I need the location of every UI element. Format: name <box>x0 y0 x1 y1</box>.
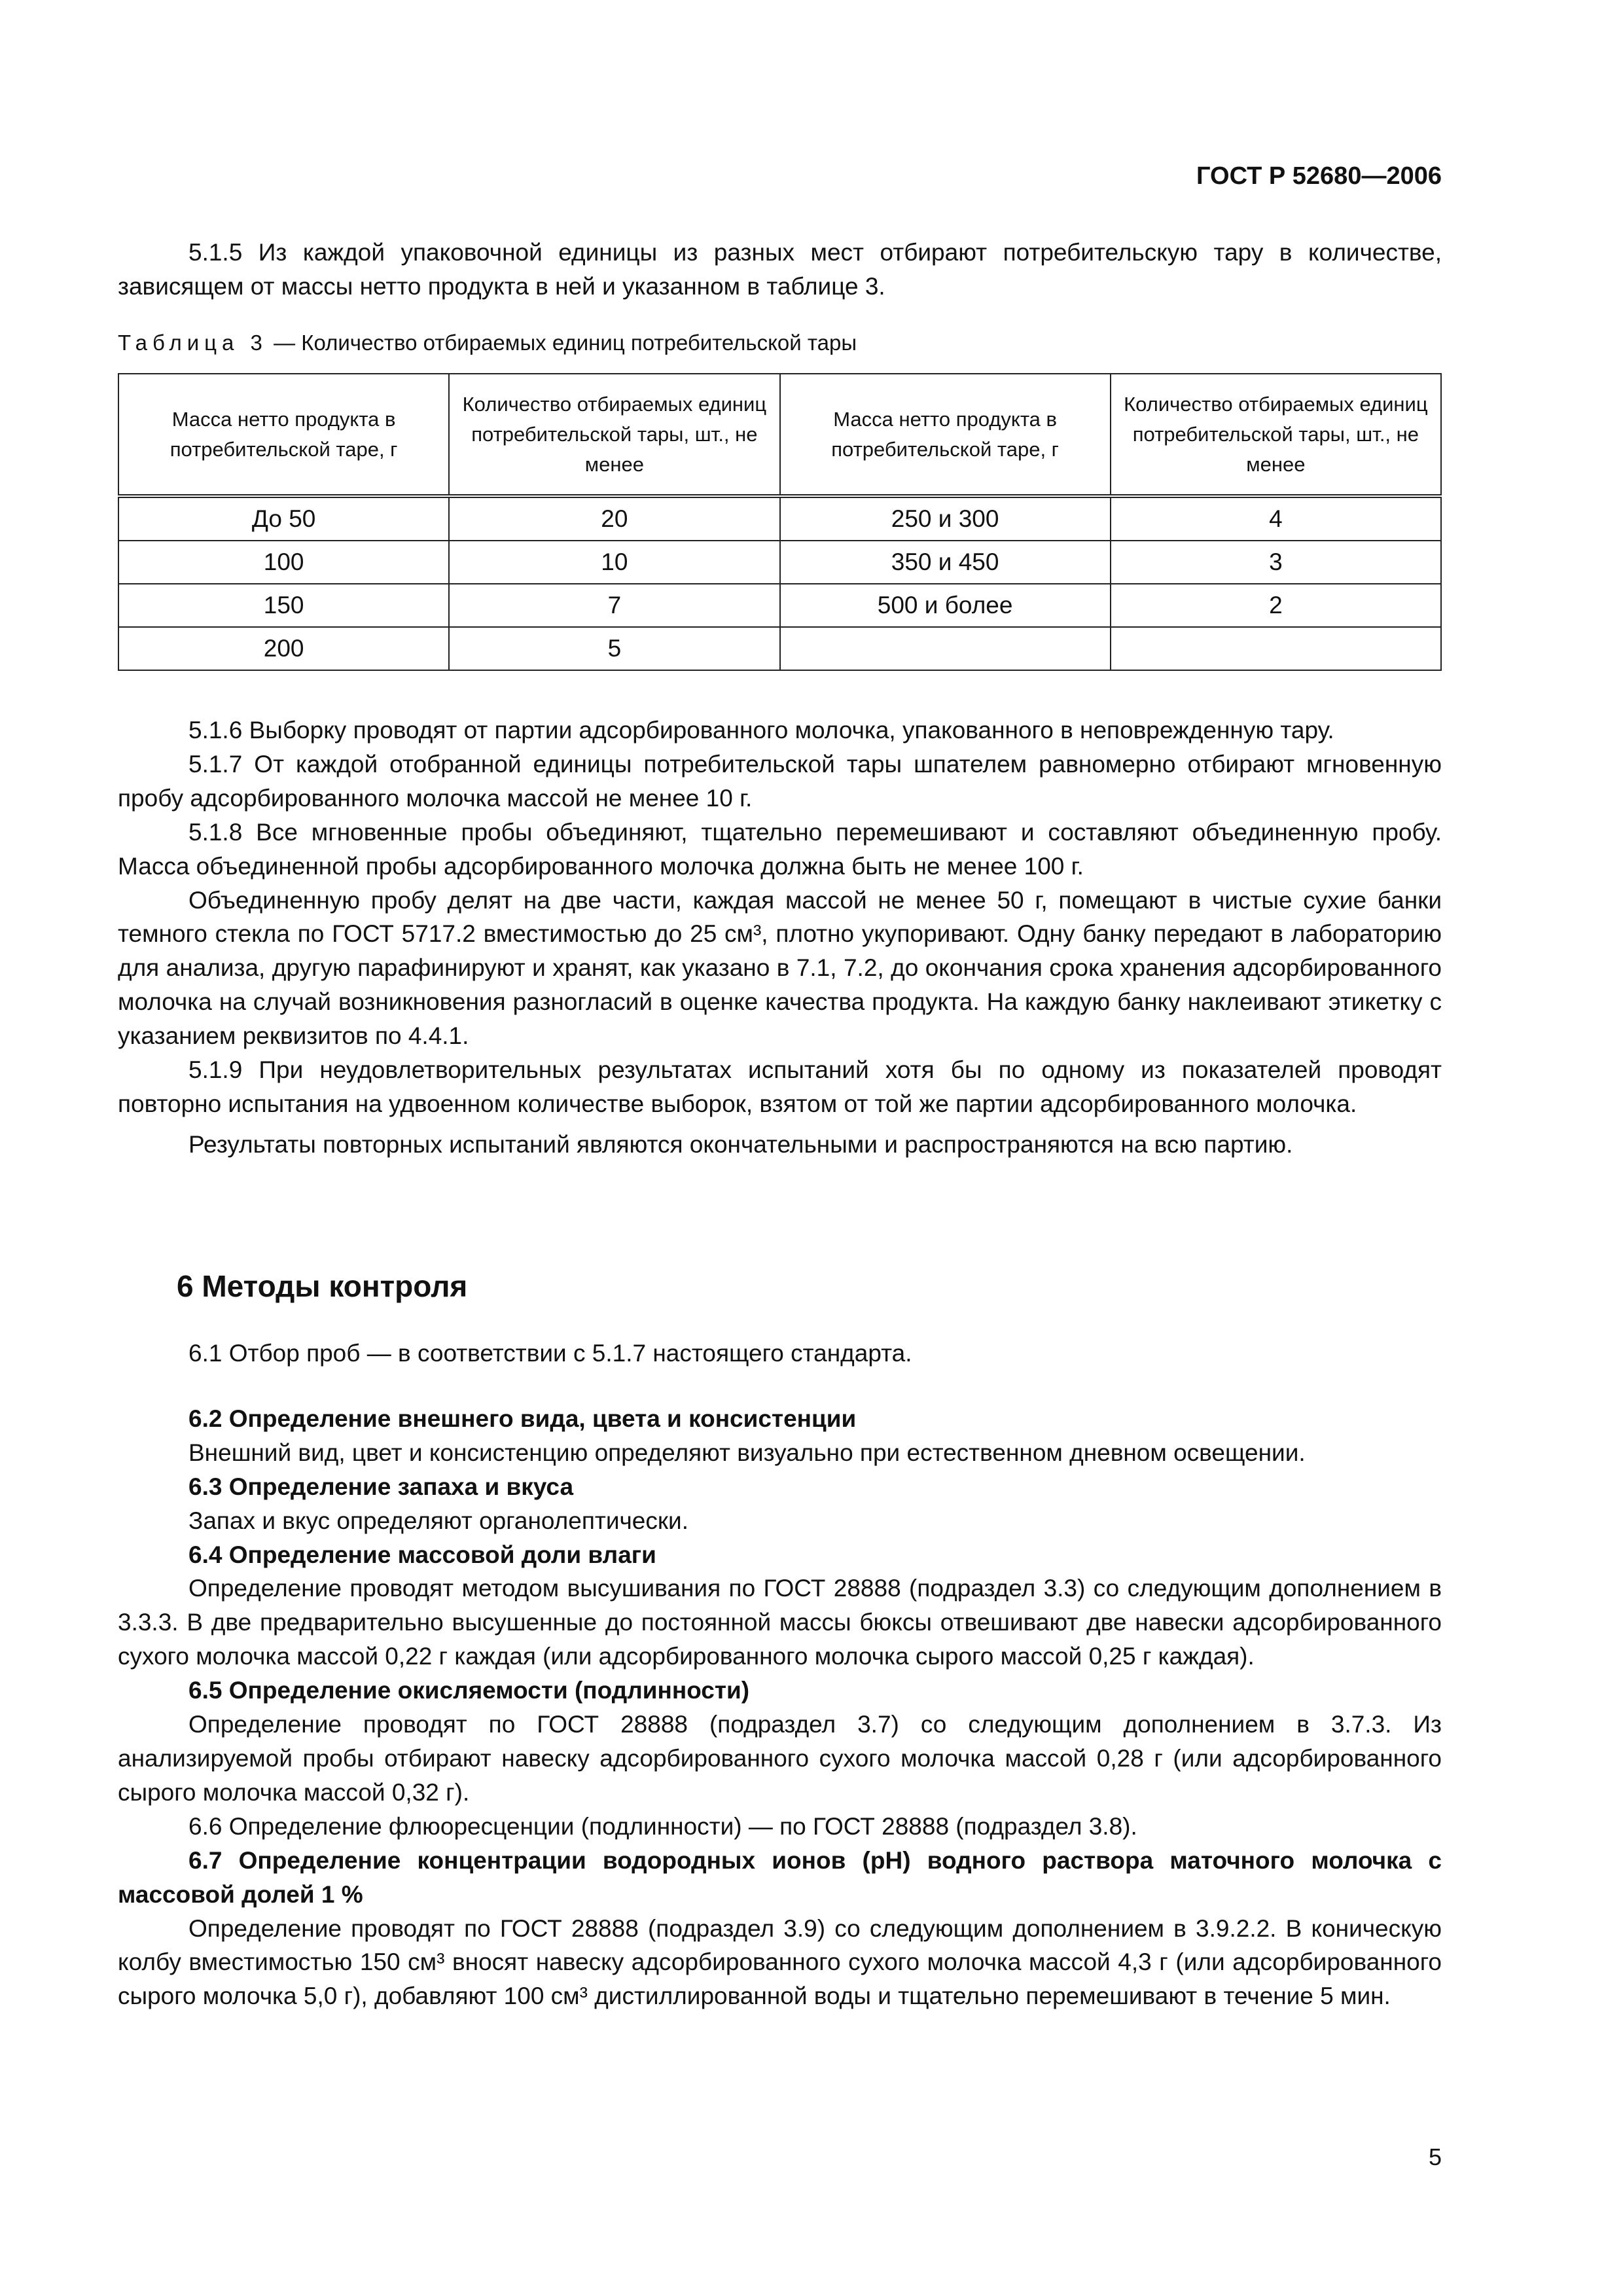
table-cell: 7 <box>449 584 779 627</box>
paragraph: Определение проводят методом высушивания по ГОСТ 28888 (подраздел 3.3) со следующим дополнением в 3.3.3. В две предварительно высушенные до постоянной массы бюксы отвешивают две навески адсорбированного сухого молочка массой 0,22 г каждая (или адсорбированного молочка сырого массой 0,25 г каждая). <box>118 1575 1442 1670</box>
table-cell <box>780 627 1111 670</box>
paragraph: 5.1.8 Все мгновенные пробы объединяют, тщательно перемешивают и составляют объединенную пробу. Масса объединенной пробы адсорбированного молочка должна быть не менее 100 г. <box>118 818 1442 880</box>
table-cell: 3 <box>1111 541 1441 584</box>
subsection-heading: 6.2 Определение внешнего вида, цвета и консистенции <box>188 1405 857 1432</box>
table-row <box>118 584 1441 627</box>
column-header: Масса нетто продукта в потребительской таре, г <box>780 374 1111 496</box>
column-header: Масса нетто продукта в потребительской таре, г <box>118 374 449 496</box>
paragraph: Запах и вкус определяют органолептически. <box>188 1507 688 1534</box>
subsection-heading: 6.4 Определение массовой доли влаги <box>188 1541 656 1568</box>
table-cell: 4 <box>1111 496 1441 541</box>
table-cell: До 50 <box>118 496 449 541</box>
subsection-heading: 6.3 Определение запаха и вкуса <box>188 1473 574 1500</box>
paragraph: Определение проводят по ГОСТ 28888 (подраздел 3.7) со следующим дополнением в 3.7.3. Из анализируемой пробы отбирают навеску адсорбированного сухого молочка массой 0,28 г (или адсорбированного сырого молочка массой 0,32 г). <box>118 1711 1442 1806</box>
table-cell: 10 <box>449 541 779 584</box>
paragraph: 5.1.5 Из каждой упаковочной единицы из разных мест отбирают потребительскую тару в количестве, зависящем от массы нетто продукта в ней и указанном в таблице 3. <box>118 239 1442 300</box>
table-cell: 5 <box>449 627 779 670</box>
table-caption-label: Таблица 3 <box>118 331 268 355</box>
table-cell: 150 <box>118 584 449 627</box>
table-3 <box>118 373 1442 671</box>
paragraph: 5.1.9 При неудовлетворительных результатах испытаний хотя бы по одному из показателей проводят повторно испытания на удвоенном количестве выборок, взятом от той же партии адсорбированного молочка. <box>118 1056 1442 1117</box>
table-cell: 250 и 300 <box>780 496 1111 541</box>
table-cell: 2 <box>1111 584 1441 627</box>
table-cell: 20 <box>449 496 779 541</box>
paragraph: Внешний вид, цвет и консистенцию определяют визуально при естественном дневном освещении. <box>188 1439 1306 1466</box>
table-header-row <box>118 374 1441 496</box>
column-header: Количество отбираемых единиц потребительской тары, шт., не менее <box>449 374 779 496</box>
table-cell: 500 и более <box>780 584 1111 627</box>
page-number: 5 <box>1428 2144 1442 2170</box>
paragraph: Определение проводят по ГОСТ 28888 (подраздел 3.9) со следующим дополнением в 3.9.2.2. В коническую колбу вместимостью 150 см³ вносят навеску адсорбированного сухого молочка массой 4,3 г (или адсорбированного сырого молочка 5,0 г), добавляют 100 см³ дистиллированной воды и тщательно перемешивают в течение 5 мин. <box>118 1914 1442 2010</box>
table-cell: 350 и 450 <box>780 541 1111 584</box>
paragraph: 6.6 Определение флюоресценции (подлинности) — по ГОСТ 28888 (подраздел 3.8). <box>188 1812 1137 1840</box>
table-row <box>118 541 1441 584</box>
table-cell <box>1111 627 1441 670</box>
sections-5-1-6-to-5-1-9 <box>118 713 1442 1162</box>
subsection-heading: 6.7 Определение концентрации водородных ионов (pH) водного раствора маточного молочка с массовой долей 1 % <box>118 1846 1442 1908</box>
subsection-heading: 6.5 Определение окисляемости (подлинности) <box>188 1677 750 1704</box>
paragraph: 5.1.7 От каждой отобранной единицы потребительской тары шпателем равномерно отбирают мгновенную пробу адсорбированного молочка массой не менее 10 г. <box>118 750 1442 812</box>
table-caption-text: — Количество отбираемых единиц потребительской тары <box>267 331 857 355</box>
table-row <box>118 496 1441 541</box>
table-cell: 100 <box>118 541 449 584</box>
paragraph: 5.1.6 Выборку проводят от партии адсорбированного молочка, упакованного в неповрежденную тару. <box>188 717 1334 744</box>
document-header: ГОСТ Р 52680—2006 <box>1196 162 1442 190</box>
section-heading: 6 Методы контроля <box>177 1269 468 1303</box>
paragraph: 6.1 Отбор проб — в соответствии с 5.1.7 настоящего стандарта. <box>188 1340 912 1367</box>
table-cell: 200 <box>118 627 449 670</box>
paragraph: Результаты повторных испытаний являются окончательными и распространяются на всю партию. <box>188 1130 1293 1158</box>
column-header: Количество отбираемых единиц потребительской тары, шт., не менее <box>1111 374 1441 496</box>
paragraph: Объединенную пробу делят на две части, каждая массой не менее 50 г, помещают в чистые сухие банки темного стекла по ГОСТ 5717.2 вместимостью до 25 см³, плотно укупоривают. Одну банку передают в лабораторию для анализа, другую парафинируют и хранят, как указано в 7.1, 7.2, до окончания срока хранения адсорбированного молочка на случай возникновения разногласий в оценке качества продукта. На каждую банку наклеивают этикетку с указанием реквизитов по 4.4.1. <box>118 886 1442 1050</box>
section-5-1-5 <box>118 236 1442 304</box>
section-6-body <box>118 1336 1442 2013</box>
table-caption <box>118 331 857 355</box>
table-row <box>118 627 1441 670</box>
